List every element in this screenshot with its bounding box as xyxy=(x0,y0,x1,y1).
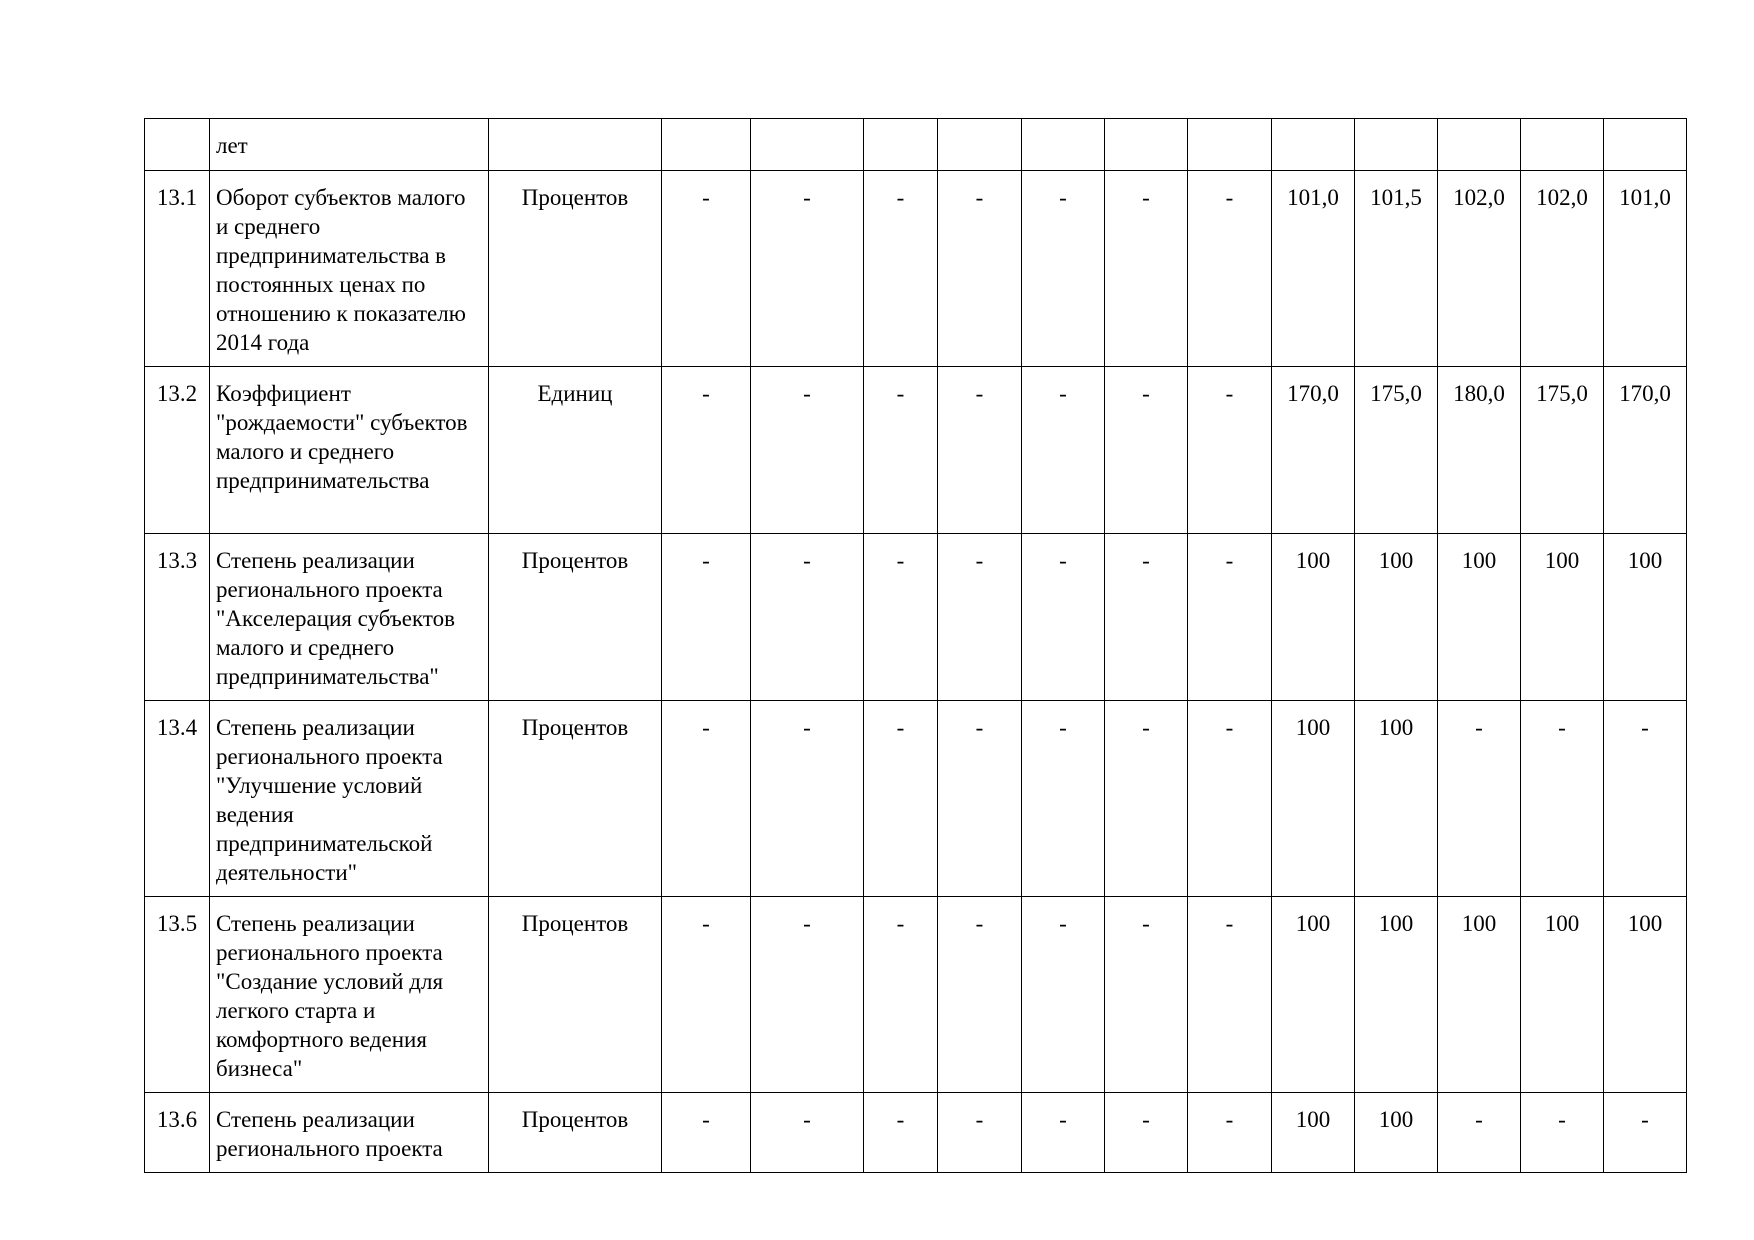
value-cell: 100 xyxy=(1272,701,1355,897)
cell-empty xyxy=(662,119,751,171)
value-cell: - xyxy=(938,171,1022,367)
value-cell: - xyxy=(662,701,751,897)
table-row xyxy=(145,897,1687,1093)
value-cell: - xyxy=(1188,897,1272,1093)
value-cell: 100 xyxy=(1438,534,1521,701)
indicator-name: Оборот субъектов малого и среднего предпринимательства в постоянных ценах по отношению к показателю 2014 года xyxy=(210,171,489,367)
table-row xyxy=(145,534,1687,701)
value-cell: - xyxy=(751,701,864,897)
cell-empty xyxy=(1438,119,1521,171)
value-cell: 101,5 xyxy=(1355,171,1438,367)
value-cell: 175,0 xyxy=(1355,367,1438,534)
value-cell: - xyxy=(864,897,938,1093)
value-cell: - xyxy=(662,897,751,1093)
unit-of-measure: Процентов xyxy=(489,1093,662,1173)
value-cell: 101,0 xyxy=(1604,171,1687,367)
value-cell: - xyxy=(938,1093,1022,1173)
value-cell: 180,0 xyxy=(1438,367,1521,534)
value-cell: - xyxy=(938,701,1022,897)
table-row xyxy=(145,367,1687,534)
cell-empty xyxy=(1604,119,1687,171)
value-cell: 170,0 xyxy=(1272,367,1355,534)
value-cell: 100 xyxy=(1355,897,1438,1093)
value-cell: - xyxy=(1188,701,1272,897)
cell-empty xyxy=(1521,119,1604,171)
unit-of-measure: Процентов xyxy=(489,171,662,367)
value-cell: - xyxy=(662,1093,751,1173)
cell-empty xyxy=(751,119,864,171)
value-cell: - xyxy=(1438,1093,1521,1173)
table-row xyxy=(145,1093,1687,1173)
value-cell: - xyxy=(864,1093,938,1173)
value-cell: 102,0 xyxy=(1521,171,1604,367)
row-number: 13.6 xyxy=(145,1093,210,1173)
value-cell: - xyxy=(864,534,938,701)
row-number: 13.5 xyxy=(145,897,210,1093)
value-cell: - xyxy=(751,897,864,1093)
value-cell: - xyxy=(1105,367,1188,534)
cell-empty xyxy=(1355,119,1438,171)
value-cell: - xyxy=(1188,1093,1272,1173)
value-cell: - xyxy=(662,367,751,534)
value-cell: - xyxy=(1105,171,1188,367)
value-cell: - xyxy=(864,367,938,534)
value-cell: 100 xyxy=(1272,1093,1355,1173)
value-cell: - xyxy=(1438,701,1521,897)
value-cell: 100 xyxy=(1521,897,1604,1093)
row-number: 13.2 xyxy=(145,367,210,534)
value-cell: 100 xyxy=(1355,534,1438,701)
value-cell: 100 xyxy=(1355,1093,1438,1173)
value-cell: - xyxy=(1604,701,1687,897)
row-number: 13.3 xyxy=(145,534,210,701)
indicator-name: Степень реализации регионального проекта xyxy=(210,1093,489,1173)
value-cell: - xyxy=(938,367,1022,534)
value-cell: - xyxy=(751,367,864,534)
unit-of-measure: Процентов xyxy=(489,897,662,1093)
value-cell: - xyxy=(1604,1093,1687,1173)
value-cell: - xyxy=(1105,897,1188,1093)
value-cell: - xyxy=(1188,171,1272,367)
value-cell: 100 xyxy=(1604,897,1687,1093)
value-cell: - xyxy=(1105,534,1188,701)
row-number: 13.1 xyxy=(145,171,210,367)
cell-empty xyxy=(1105,119,1188,171)
value-cell: - xyxy=(864,701,938,897)
value-cell: - xyxy=(864,171,938,367)
cell-empty xyxy=(1022,119,1105,171)
unit-of-measure: Единиц xyxy=(489,367,662,534)
value-cell: - xyxy=(1022,897,1105,1093)
value-cell: - xyxy=(1188,534,1272,701)
value-cell: 170,0 xyxy=(1604,367,1687,534)
indicator-name: Степень реализации регионального проекта "Создание условий для легкого старта и комфортного ведения бизнеса" xyxy=(210,897,489,1093)
value-cell: - xyxy=(1188,367,1272,534)
value-cell: 102,0 xyxy=(1438,171,1521,367)
value-cell: 100 xyxy=(1272,897,1355,1093)
value-cell: 100 xyxy=(1272,534,1355,701)
value-cell: - xyxy=(1022,534,1105,701)
cell-empty xyxy=(864,119,938,171)
value-cell: - xyxy=(1022,1093,1105,1173)
value-cell: 100 xyxy=(1438,897,1521,1093)
row-number: 13.4 xyxy=(145,701,210,897)
value-cell: - xyxy=(1022,367,1105,534)
value-cell: - xyxy=(938,534,1022,701)
cell-num xyxy=(145,119,210,171)
value-cell: - xyxy=(1521,701,1604,897)
value-cell: 175,0 xyxy=(1521,367,1604,534)
table-row xyxy=(145,171,1687,367)
value-cell: - xyxy=(751,1093,864,1173)
table-row-header-fragment xyxy=(145,119,1687,171)
indicator-name: Коэффициент "рождаемости" субъектов малого и среднего предпринимательства xyxy=(210,367,489,534)
cell-empty xyxy=(1188,119,1272,171)
value-cell: - xyxy=(1105,701,1188,897)
cell-empty xyxy=(938,119,1022,171)
value-cell: 100 xyxy=(1521,534,1604,701)
cell-empty xyxy=(1272,119,1355,171)
value-cell: - xyxy=(1022,701,1105,897)
unit-of-measure: Процентов xyxy=(489,701,662,897)
cell-name: лет xyxy=(210,119,489,171)
value-cell: - xyxy=(751,534,864,701)
value-cell: - xyxy=(938,897,1022,1093)
unit-of-measure: Процентов xyxy=(489,534,662,701)
value-cell: - xyxy=(751,171,864,367)
indicator-name: Степень реализации регионального проекта "Улучшение условий ведения предпринимательской деятельности" xyxy=(210,701,489,897)
value-cell: 100 xyxy=(1355,701,1438,897)
value-cell: - xyxy=(1022,171,1105,367)
cell-unit xyxy=(489,119,662,171)
value-cell: - xyxy=(662,171,751,367)
value-cell: 100 xyxy=(1604,534,1687,701)
indicator-name: Степень реализации регионального проекта "Акселерация субъектов малого и среднего предпринимательства" xyxy=(210,534,489,701)
value-cell: - xyxy=(1105,1093,1188,1173)
indicators-table xyxy=(144,118,1687,1173)
value-cell: 101,0 xyxy=(1272,171,1355,367)
value-cell: - xyxy=(662,534,751,701)
table-row xyxy=(145,701,1687,897)
value-cell: - xyxy=(1521,1093,1604,1173)
